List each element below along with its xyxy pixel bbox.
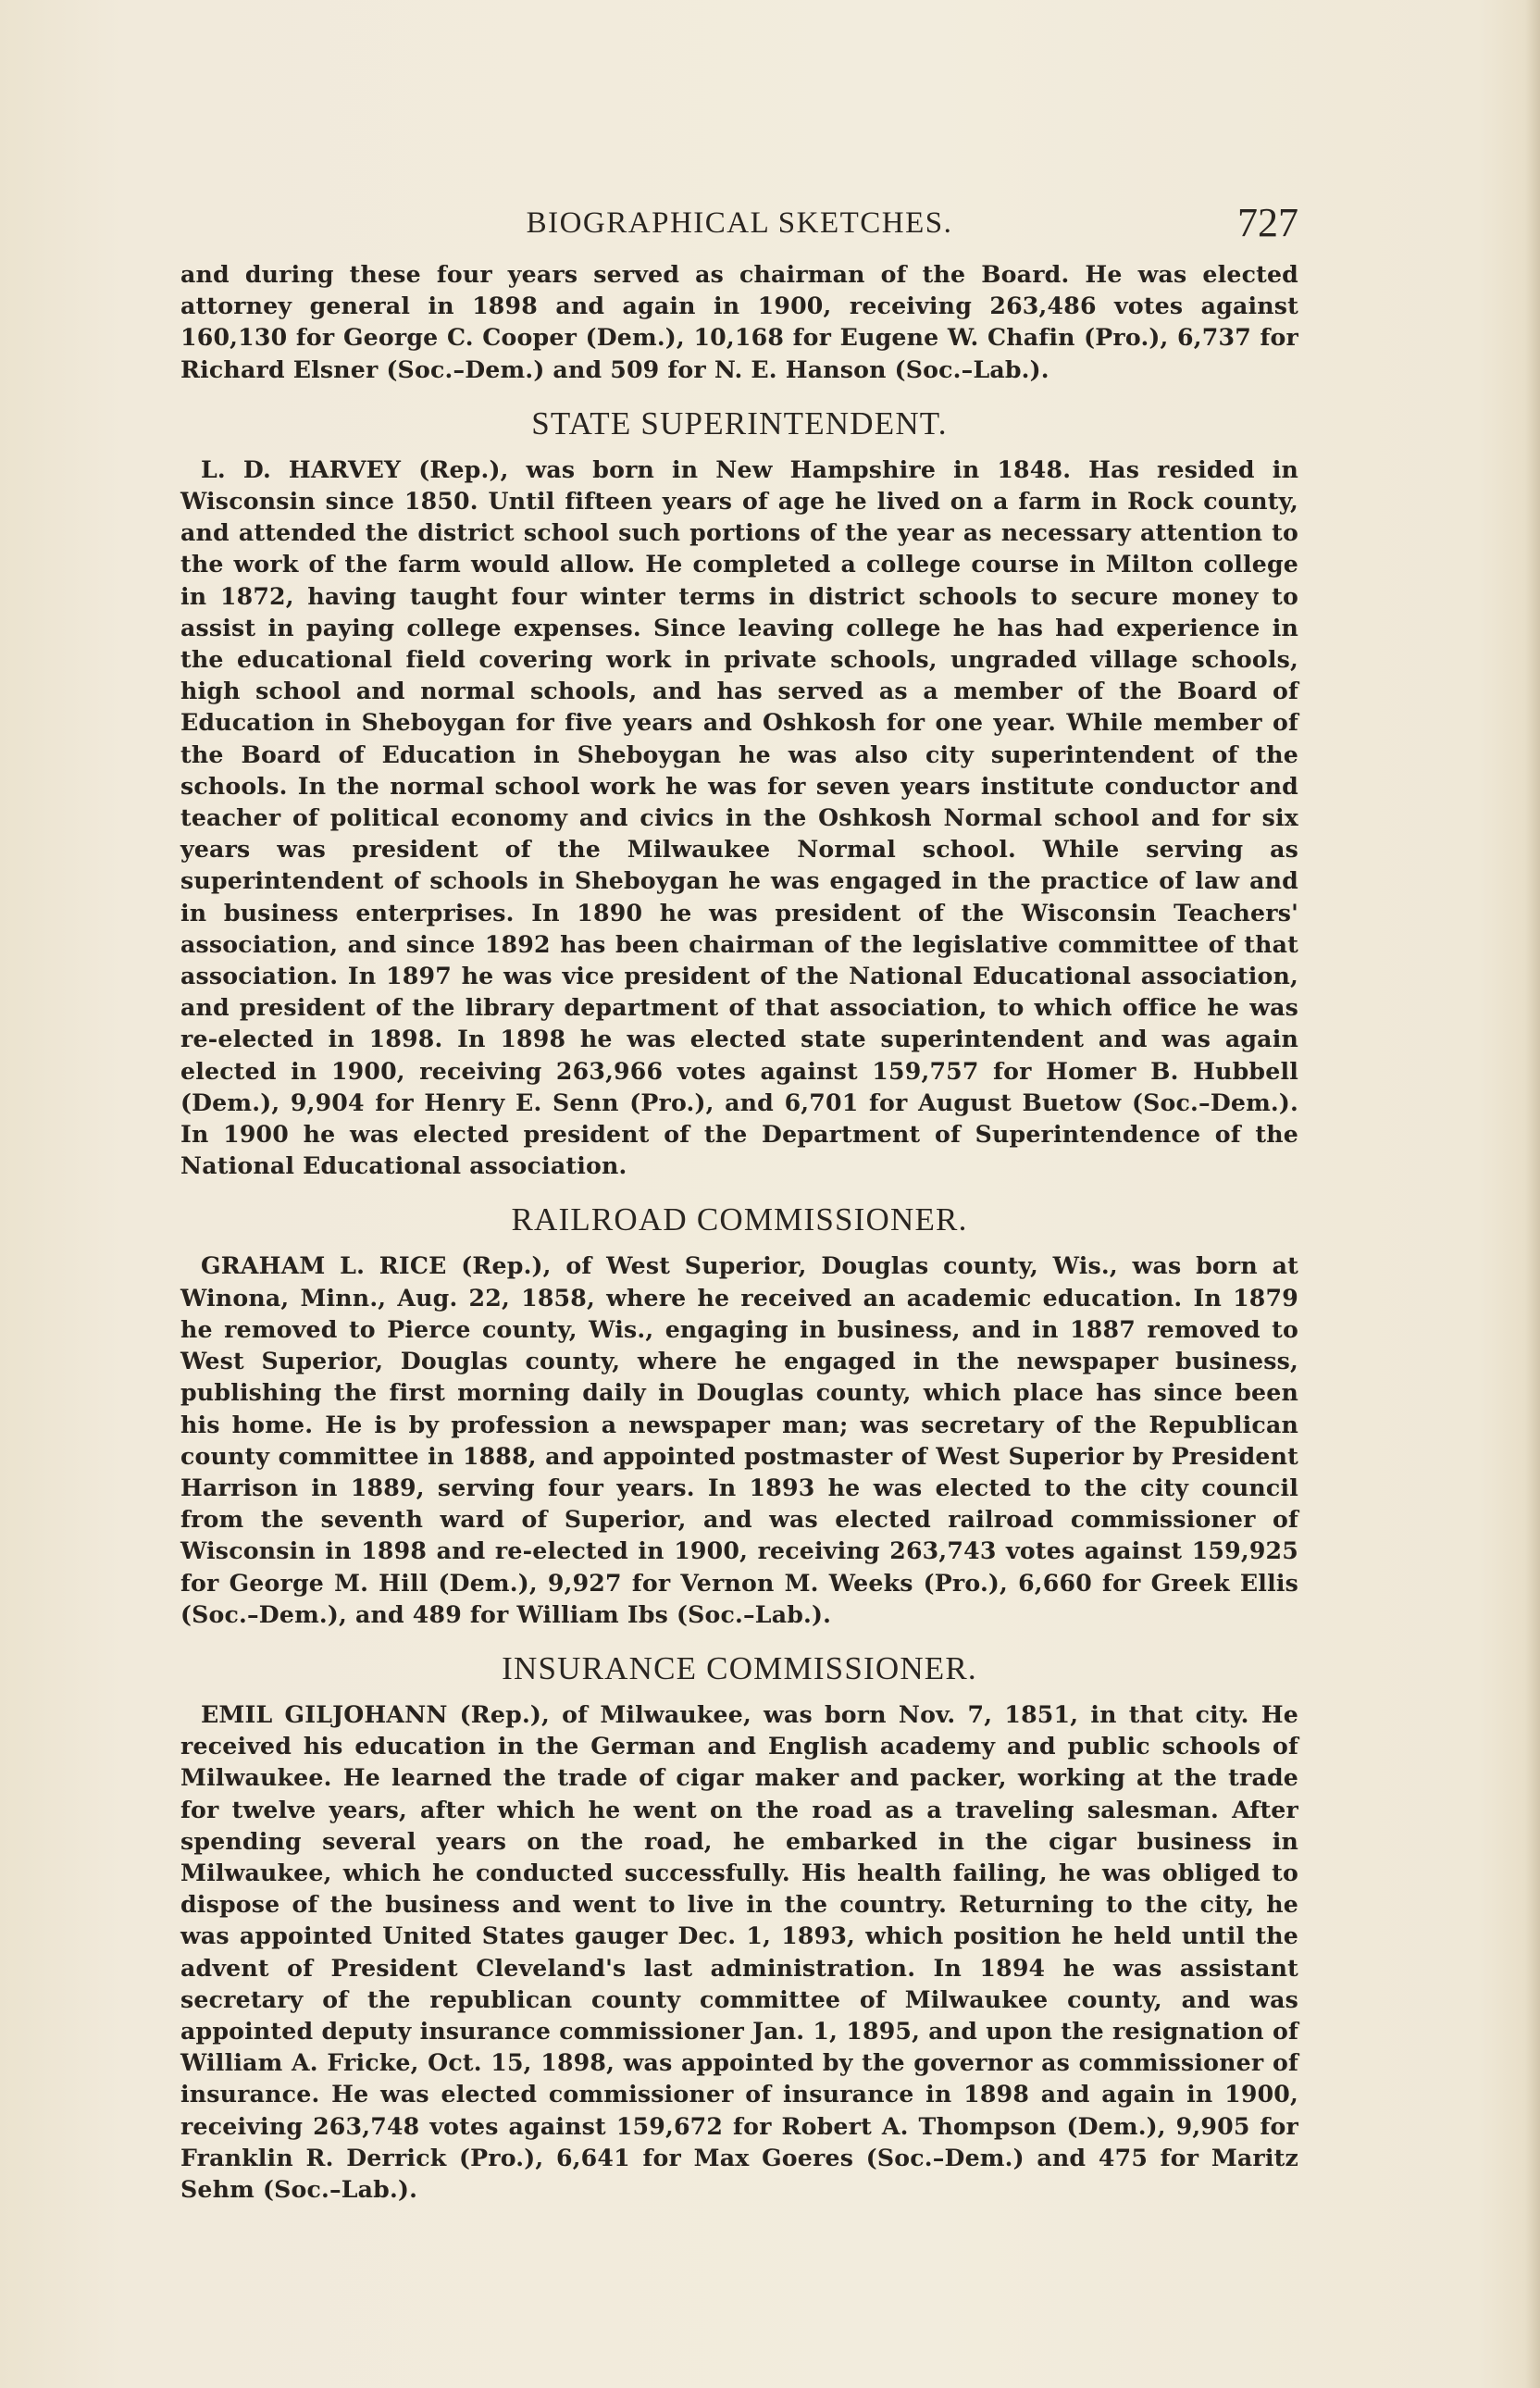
heading-railroad-commissioner: RAILROAD COMMISSIONER. (511, 1201, 968, 1238)
paragraph-railroad-commissioner: GRAHAM L. RICE (Rep.), of West Superior, Douglas county, Wis., was born at Winona, Minn., Aug. 22, 1858, where he received an academic education. In 1879 he removed to Pierce county, Wis., engaging in business, and in 1887 removed to West Superior, Douglas county, where he engaged in the newspaper business, publishing the first morning daily in Douglas county, which place has since been his home. He is by profession a newspaper man; was secretary of the Republican county committee in 1888, and appointed postmaster of West Superior by President Harrison in 1889, serving four years. In 1893 he was elected to the city council from the seventh ward of Superior, and was elected railroad commissioner of Wisconsin in 1898 and re-elected in 1900, receiving 263,743 votes against 159,925 for George M. Hill (Dem.), 9,927 for Vernon M. Weeks (Pro.), 6,660 for Greek Ellis (Soc.–Dem.), and 489 for William Ibs (Soc.–Lab.). (180, 1251, 1298, 1628)
intro-paragraph: and during these four years served as chairman of the Board. He was elected attorney general in 1898 and again in 1900, receiving 263,486 votes against 160,130 for George C. Cooper (Dem.), 10,168 for Eugene W. Chafin (Pro.), 6,737 for Richard Elsner (Soc.–Dem.) and 509 for N. E. Hanson (Soc.–Lab.). (180, 260, 1298, 383)
paragraph-insurance-commissioner: EMIL GILJOHANN (Rep.), of Milwaukee, was born Nov. 7, 1851, in that city. He received his education in the German and English academy and public schools of Milwaukee. He learned the trade of cigar maker and packer, working at the trade for twelve years, after which he went on the road as a traveling salesman. After spending several years on the road, he embarked in the cigar business in Milwaukee, which he conducted successfully. His health failing, he was obliged to dispose of the business and went to live in the country. Returning to the city, he was appointed United States gauger Dec. 1, 1893, which position he held until the advent of President Cleveland's last administration. In 1894 he was assistant secretary of the republican county committee of Milwaukee county, and was appointed deputy insurance commissioner Jan. 1, 1895, and upon the resignation of William A. Fricke, Oct. 15, 1898, was appointed by the governor as commissioner of insurance. He was elected commissioner of insurance in 1898 and again in 1900, receiving 263,748 votes against 159,672 for Robert A. Thompson (Dem.), 9,905 for Franklin R. Derrick (Pro.), 6,641 for Max Goeres (Soc.–Dem.) and 475 for Maritz Sehm (Soc.–Lab.). (180, 1699, 1298, 2203)
running-title: BIOGRAPHICAL SKETCHES. (526, 206, 953, 240)
page-content (180, 199, 1298, 2205)
running-header (180, 199, 1298, 255)
heading-insurance-commissioner: INSURANCE COMMISSIONER. (502, 1649, 977, 1686)
heading-state-superintendent: STATE SUPERINTENDENT. (531, 404, 948, 442)
paragraph-state-superintendent: L. D. HARVEY (Rep.), was born in New Hampshire in 1848. Has resided in Wisconsin since 1850. Until fifteen years of age he lived on a farm in Rock county, and attended the district school such portions of the year as necessary attention to the work of the farm would allow. He completed a college course in Milton college in 1872, having taught four winter terms in district schools to secure money to assist in paying college expenses. Since leaving college he has had experience in the educational field covering work in private schools, ungraded village schools, high school and normal schools, and has served as a member of the Board of Education in Sheboygan for five years and Oshkosh for one year. While member of the Board of Education in Sheboygan he was also city superintendent of the schools. In the normal school work he was for seven years institute conductor and teacher of political economy and civics in the Oshkosh Normal school and for six years was president of the Milwaukee Normal school. While serving as superintendent of schools in Sheboygan he was engaged in the practice of law and in business enterprises. In 1890 he was president of the Wisconsin Teachers' association, and since 1892 has been chairman of the legislative committee of that association. In 1897 he was vice president of the National Educational association, and president of the library department of that association, to which office he was re-elected in 1898. In 1898 he was elected state superintendent and was again elected in 1900, receiving 263,966 votes against 159,757 for Homer B. Hubbell (Dem.), 9,904 for Henry E. Senn (Pro.), and 6,701 for August Buetow (Soc.–Dem.). In 1900 he was elected president of the Department of Superintendence of the National Educational association. (180, 454, 1298, 1180)
page-number: 727 (1237, 200, 1298, 245)
page-gutter-shadow (1525, 0, 1540, 2388)
